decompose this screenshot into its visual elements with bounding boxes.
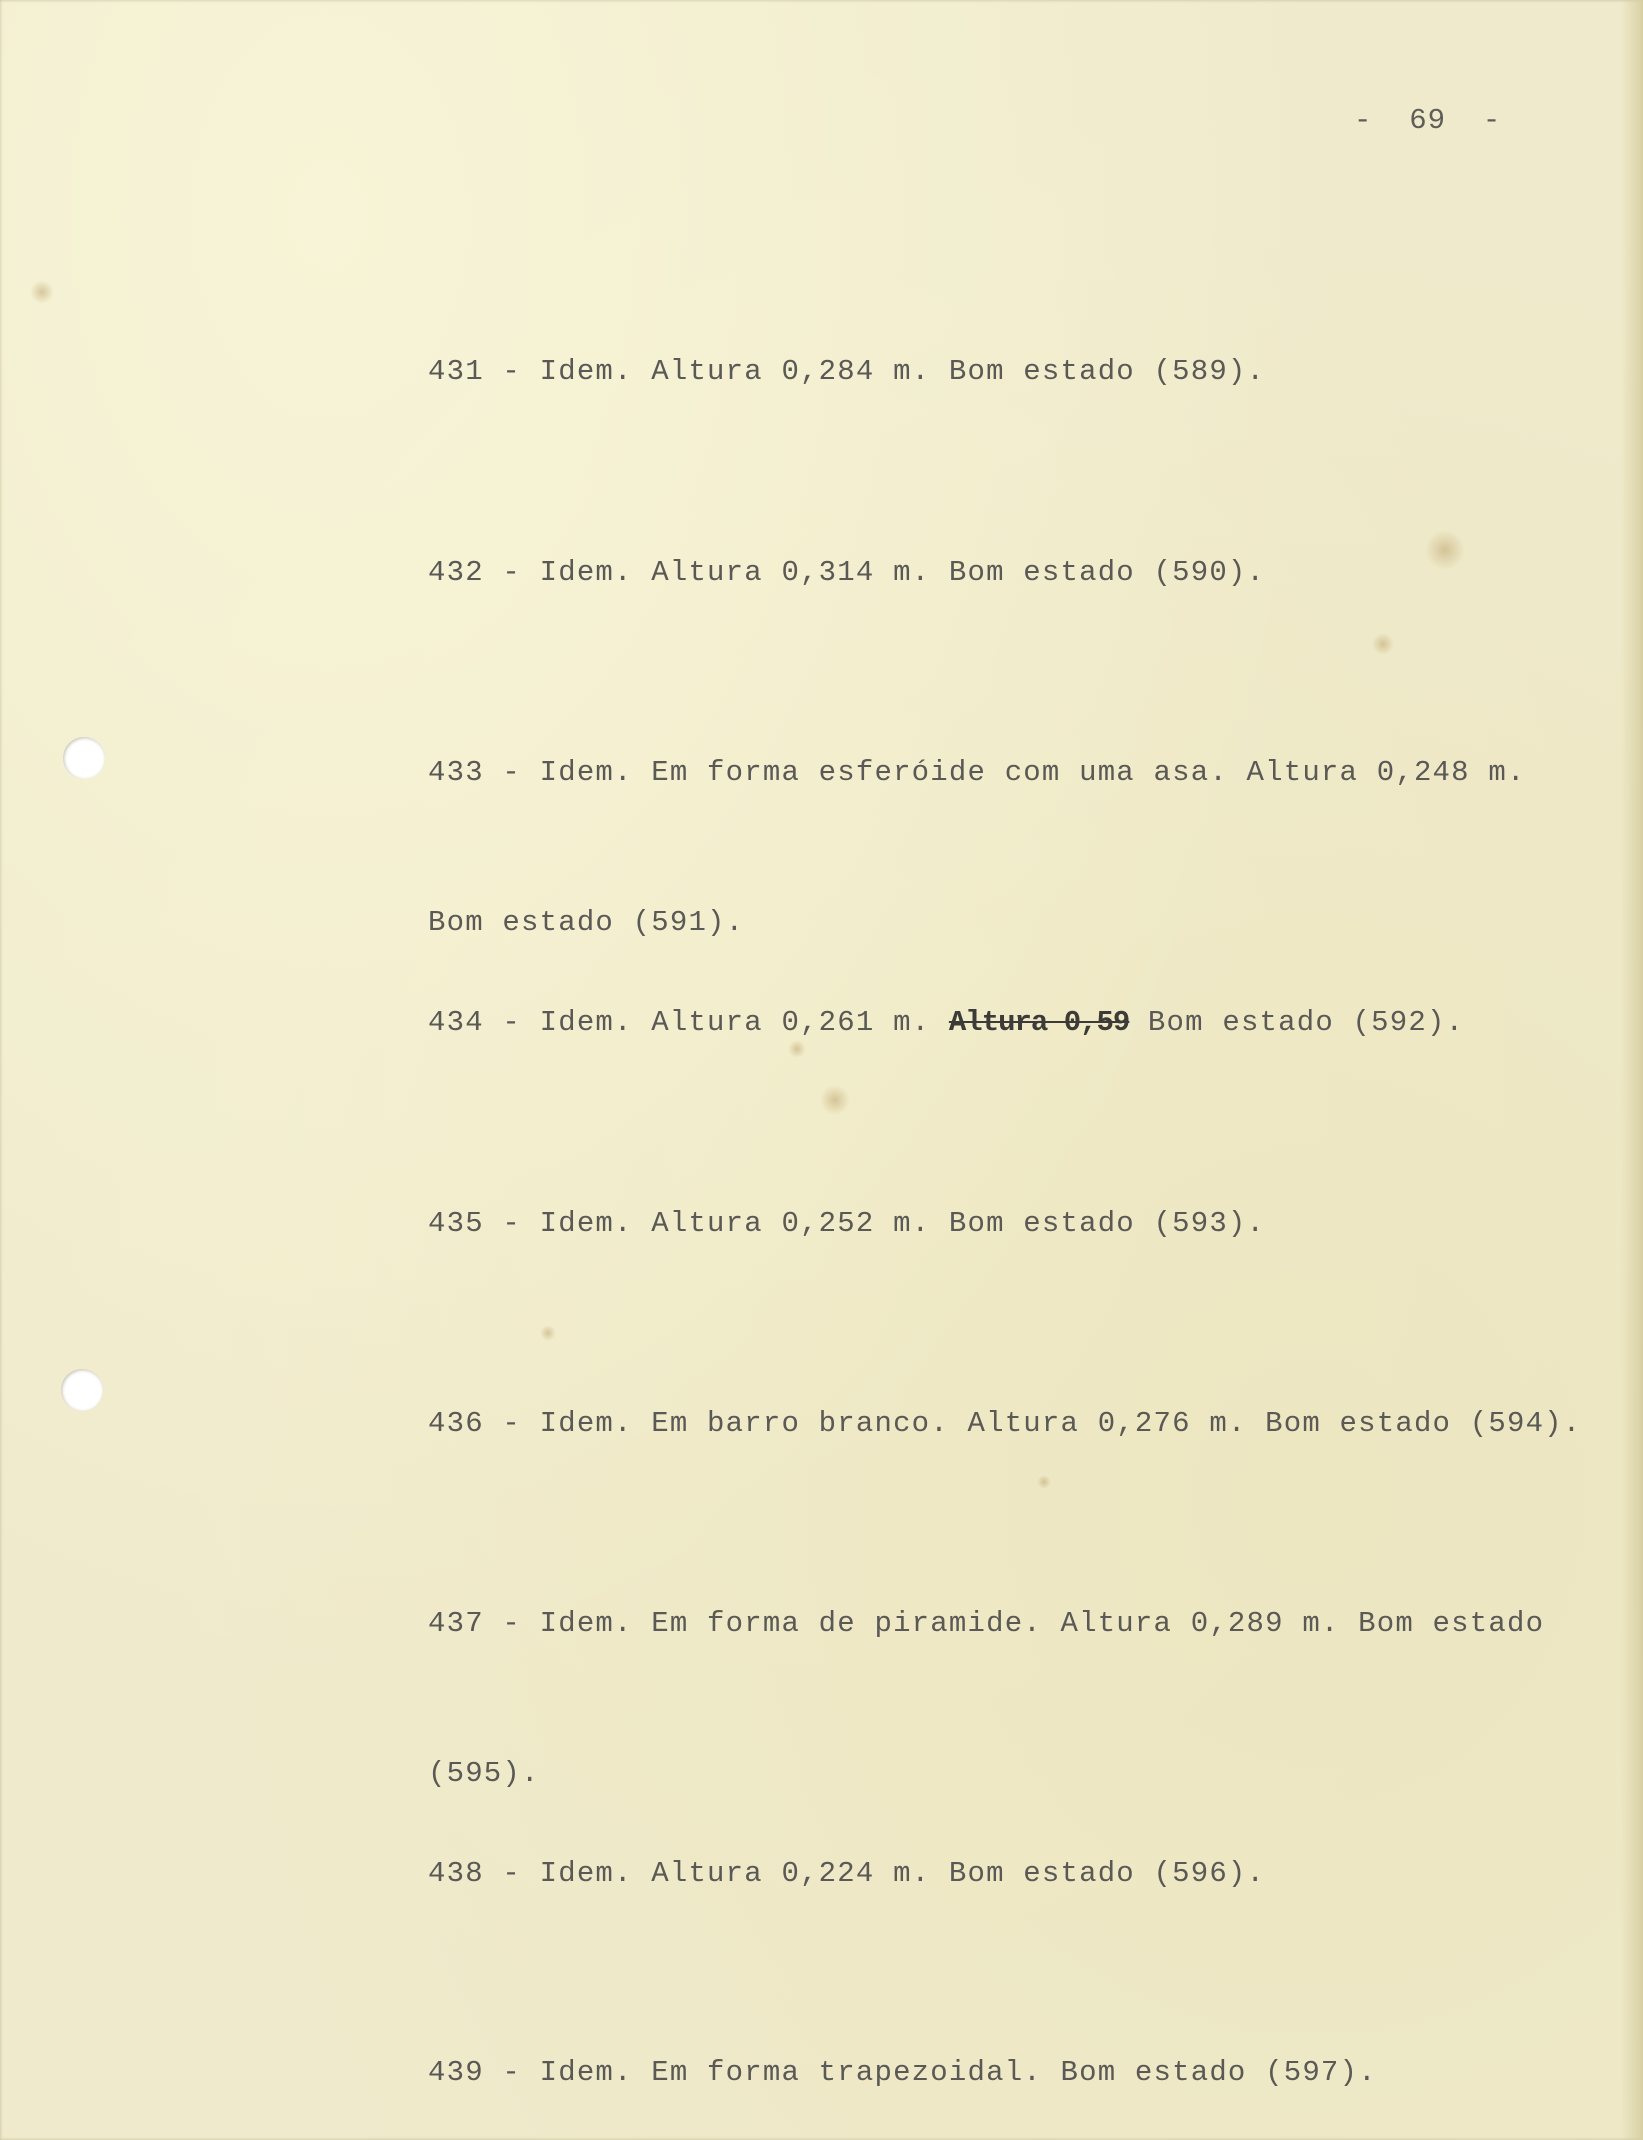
list-item xyxy=(428,1948,1578,2140)
entry-line: 435 - Idem. Altura 0,252 m. Bom estado (593). xyxy=(428,1207,1266,1240)
entry-line: 432 - Idem. Altura 0,314 m. Bom estado (590). xyxy=(428,556,1266,589)
entry-line: 433 - Idem. Em forma esferóide com uma asa. Altura 0,248 m. xyxy=(428,756,1526,789)
entry-text: 434 - Idem. Altura 0,261 m. xyxy=(428,1006,949,1039)
entry-line: 439 - Idem. Em forma trapezoidal. Bom estado (597). xyxy=(428,2056,1377,2089)
entry-line: 431 - Idem. Altura 0,284 m. Bom estado (589). xyxy=(428,355,1266,388)
stain xyxy=(30,280,54,304)
entry-line: Bom estado (591). xyxy=(428,906,745,939)
punch-hole-top xyxy=(63,737,105,779)
punch-hole-bottom xyxy=(61,1369,103,1411)
entry-line: 437 - Idem. Em forma de piramide. Altura 0,289 m. Bom estado xyxy=(428,1607,1545,1640)
page-number: - 69 - xyxy=(1354,104,1502,137)
entry-text: Bom estado (592). xyxy=(1129,1006,1465,1039)
entry-line: (595). xyxy=(428,1757,540,1790)
entry-line: 438 - Idem. Altura 0,224 m. Bom estado (596). xyxy=(428,1857,1266,1890)
struck-out-text: Altura 0,59 xyxy=(948,1006,1130,1039)
entry-line: 436 - Idem. Em barro branco. Altura 0,276 m. Bom estado (594). xyxy=(428,1407,1582,1440)
entry-line xyxy=(428,998,1578,1048)
page-edge xyxy=(1621,0,1643,2140)
